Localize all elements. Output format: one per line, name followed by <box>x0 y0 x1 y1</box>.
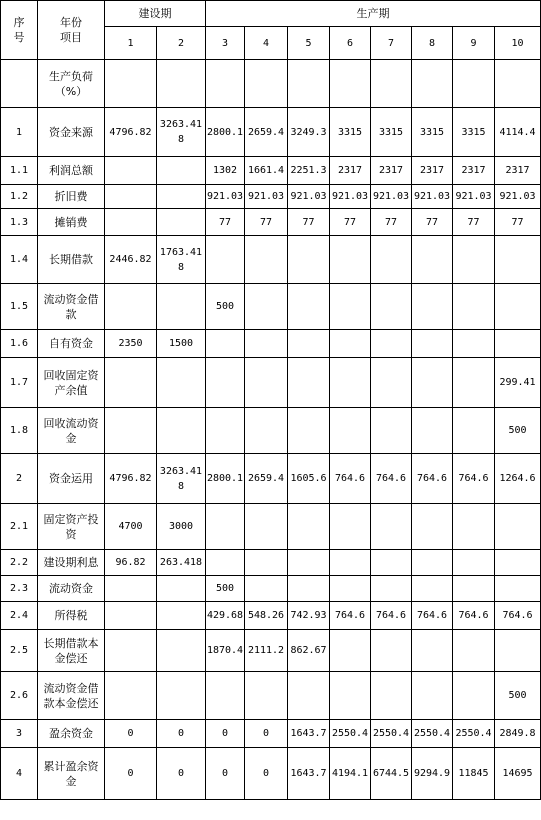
row-value: 2550.4 <box>330 720 371 748</box>
row-value: 764.6 <box>453 454 495 504</box>
row-value <box>105 672 157 720</box>
header-year-1: 1 <box>105 27 157 60</box>
row-value: 764.6 <box>412 602 453 630</box>
row-value <box>495 284 541 330</box>
row-value <box>453 60 495 108</box>
row-value <box>206 330 245 358</box>
row-value <box>105 209 157 236</box>
row-item: 固定资产投 资 <box>38 504 105 550</box>
row-value <box>495 630 541 672</box>
row-seq: 1.7 <box>1 358 38 408</box>
row-value <box>371 330 412 358</box>
row-value <box>206 60 245 108</box>
row-value: 2317 <box>453 157 495 185</box>
header-year-4: 4 <box>245 27 288 60</box>
row-value <box>412 330 453 358</box>
table-row <box>1 672 541 720</box>
row-value: 2659.4 <box>245 108 288 157</box>
row-item: 资金运用 <box>38 454 105 504</box>
row-value: 2317 <box>495 157 541 185</box>
row-value: 429.68 <box>206 602 245 630</box>
row-value: 77 <box>453 209 495 236</box>
row-seq: 1.2 <box>1 185 38 209</box>
row-value <box>495 550 541 576</box>
row-value <box>105 408 157 454</box>
row-value <box>330 358 371 408</box>
row-value: 921.03 <box>371 185 412 209</box>
row-value: 6744.5 <box>371 748 412 800</box>
row-value <box>330 576 371 602</box>
row-value: 2550.4 <box>453 720 495 748</box>
header-year-5: 5 <box>288 27 330 60</box>
row-value <box>245 408 288 454</box>
table-row <box>1 408 541 454</box>
row-value: 921.03 <box>206 185 245 209</box>
row-value <box>371 358 412 408</box>
row-item: 资金来源 <box>38 108 105 157</box>
row-value: 77 <box>330 209 371 236</box>
row-value <box>412 630 453 672</box>
row-value <box>495 60 541 108</box>
row-value <box>371 60 412 108</box>
table-row <box>1 185 541 209</box>
table-row <box>1 60 541 108</box>
row-value <box>495 504 541 550</box>
row-value: 0 <box>245 748 288 800</box>
row-value: 4194.1 <box>330 748 371 800</box>
row-value: 77 <box>495 209 541 236</box>
row-value <box>245 358 288 408</box>
row-value: 764.6 <box>330 454 371 504</box>
table-row <box>1 748 541 800</box>
row-value <box>157 630 206 672</box>
table-row <box>1 284 541 330</box>
row-seq: 2.2 <box>1 550 38 576</box>
row-item: 自有资金 <box>38 330 105 358</box>
table-row <box>1 454 541 504</box>
row-value: 77 <box>371 209 412 236</box>
row-value <box>330 236 371 284</box>
row-value: 4114.4 <box>495 108 541 157</box>
row-value <box>206 550 245 576</box>
row-item: 生产负荷 （%） <box>38 60 105 108</box>
row-value: 3315 <box>453 108 495 157</box>
header-production-period: 生产期 <box>206 1 541 27</box>
row-value <box>453 284 495 330</box>
row-value: 921.03 <box>495 185 541 209</box>
row-value <box>288 60 330 108</box>
row-value <box>453 504 495 550</box>
row-value <box>245 236 288 284</box>
row-value <box>105 185 157 209</box>
row-value <box>330 60 371 108</box>
row-value <box>453 236 495 284</box>
row-value <box>495 236 541 284</box>
table-row <box>1 550 541 576</box>
row-value <box>330 504 371 550</box>
row-value <box>206 504 245 550</box>
row-value <box>157 602 206 630</box>
row-value <box>288 236 330 284</box>
row-value <box>157 157 206 185</box>
header-year-9: 9 <box>453 27 495 60</box>
row-value: 1661.4 <box>245 157 288 185</box>
row-value: 764.6 <box>330 602 371 630</box>
row-value: 77 <box>412 209 453 236</box>
row-value: 9294.9 <box>412 748 453 800</box>
row-value <box>245 284 288 330</box>
row-value <box>245 576 288 602</box>
row-seq <box>1 60 38 108</box>
table-row <box>1 602 541 630</box>
row-value <box>105 602 157 630</box>
row-value <box>371 576 412 602</box>
row-seq: 2.1 <box>1 504 38 550</box>
row-value: 299.41 <box>495 358 541 408</box>
row-value <box>206 358 245 408</box>
row-value <box>157 408 206 454</box>
row-value <box>412 60 453 108</box>
row-seq: 2.6 <box>1 672 38 720</box>
row-value: 921.03 <box>288 185 330 209</box>
row-value <box>157 672 206 720</box>
row-value: 2800.1 <box>206 108 245 157</box>
row-value: 764.6 <box>453 602 495 630</box>
table-row <box>1 108 541 157</box>
header-year-2: 2 <box>157 27 206 60</box>
row-value: 77 <box>288 209 330 236</box>
table-row <box>1 630 541 672</box>
row-value: 3315 <box>371 108 412 157</box>
row-value <box>412 408 453 454</box>
row-value <box>330 550 371 576</box>
row-value: 1763.418 <box>157 236 206 284</box>
row-value: 500 <box>495 408 541 454</box>
row-item: 长期借款 <box>38 236 105 284</box>
row-value: 1500 <box>157 330 206 358</box>
row-value <box>157 576 206 602</box>
row-value: 1605.6 <box>288 454 330 504</box>
row-value <box>453 630 495 672</box>
row-value <box>157 358 206 408</box>
row-value: 921.03 <box>412 185 453 209</box>
row-value <box>371 284 412 330</box>
row-value <box>371 672 412 720</box>
table-row <box>1 720 541 748</box>
row-value <box>105 630 157 672</box>
header-year-10: 10 <box>495 27 541 60</box>
row-seq: 1.1 <box>1 157 38 185</box>
row-value <box>412 550 453 576</box>
row-value <box>105 358 157 408</box>
row-value: 4796.82 <box>105 454 157 504</box>
row-value: 2111.2 <box>245 630 288 672</box>
row-value: 2550.4 <box>371 720 412 748</box>
row-seq: 2.4 <box>1 602 38 630</box>
table-row <box>1 358 541 408</box>
row-value <box>453 672 495 720</box>
table-row <box>1 236 541 284</box>
row-item: 长期借款本 金偿还 <box>38 630 105 672</box>
row-value <box>157 284 206 330</box>
row-value <box>245 504 288 550</box>
row-seq: 1.3 <box>1 209 38 236</box>
row-value: 4796.82 <box>105 108 157 157</box>
row-value <box>453 358 495 408</box>
row-value <box>412 672 453 720</box>
table-row <box>1 209 541 236</box>
row-seq: 2.3 <box>1 576 38 602</box>
row-value <box>371 630 412 672</box>
row-value <box>288 284 330 330</box>
row-value: 921.03 <box>330 185 371 209</box>
row-value: 3315 <box>412 108 453 157</box>
row-value: 764.6 <box>371 602 412 630</box>
row-value <box>157 60 206 108</box>
row-item: 累计盈余资 金 <box>38 748 105 800</box>
row-value: 0 <box>206 720 245 748</box>
row-value: 4700 <box>105 504 157 550</box>
row-value <box>495 576 541 602</box>
row-value <box>105 284 157 330</box>
row-value <box>288 408 330 454</box>
row-value: 0 <box>105 748 157 800</box>
row-value <box>453 576 495 602</box>
row-value <box>288 330 330 358</box>
row-item: 流动资金 <box>38 576 105 602</box>
row-item: 流动资金借 款本金偿还 <box>38 672 105 720</box>
row-value <box>245 550 288 576</box>
row-value <box>206 408 245 454</box>
row-value <box>157 185 206 209</box>
row-value: 1643.7 <box>288 748 330 800</box>
row-value <box>371 504 412 550</box>
row-value <box>105 60 157 108</box>
row-value <box>495 330 541 358</box>
row-value <box>288 576 330 602</box>
row-value: 921.03 <box>245 185 288 209</box>
row-value <box>371 550 412 576</box>
row-value <box>157 209 206 236</box>
row-item: 盈余资金 <box>38 720 105 748</box>
row-seq: 1.5 <box>1 284 38 330</box>
table-row <box>1 504 541 550</box>
row-item: 回收固定资 产余值 <box>38 358 105 408</box>
row-value: 77 <box>206 209 245 236</box>
row-value: 14695 <box>495 748 541 800</box>
row-value <box>371 236 412 284</box>
row-value <box>412 358 453 408</box>
row-value <box>206 672 245 720</box>
row-value <box>105 576 157 602</box>
row-value: 0 <box>206 748 245 800</box>
row-value: 764.6 <box>412 454 453 504</box>
row-value <box>330 408 371 454</box>
row-value: 2317 <box>330 157 371 185</box>
header-item: 年份 项目 <box>38 1 105 60</box>
row-value: 1264.6 <box>495 454 541 504</box>
row-value <box>412 576 453 602</box>
row-seq: 2.5 <box>1 630 38 672</box>
table-row <box>1 330 541 358</box>
row-seq: 1 <box>1 108 38 157</box>
row-seq: 1.4 <box>1 236 38 284</box>
row-value: 921.03 <box>453 185 495 209</box>
row-item: 利润总额 <box>38 157 105 185</box>
row-value: 3263.418 <box>157 454 206 504</box>
row-item: 回收流动资 金 <box>38 408 105 454</box>
row-value: 500 <box>495 672 541 720</box>
header-year-6: 6 <box>330 27 371 60</box>
row-value: 3000 <box>157 504 206 550</box>
row-value: 742.93 <box>288 602 330 630</box>
row-value <box>330 330 371 358</box>
row-item: 所得税 <box>38 602 105 630</box>
row-value <box>453 330 495 358</box>
row-value: 0 <box>157 748 206 800</box>
header-seq: 序 号 <box>1 1 38 60</box>
row-value: 764.6 <box>371 454 412 504</box>
header-year-3: 3 <box>206 27 245 60</box>
row-value: 2350 <box>105 330 157 358</box>
table-row <box>1 576 541 602</box>
row-value: 1643.7 <box>288 720 330 748</box>
header-year-8: 8 <box>412 27 453 60</box>
row-value <box>206 236 245 284</box>
row-seq: 1.8 <box>1 408 38 454</box>
row-value: 0 <box>157 720 206 748</box>
row-value: 0 <box>105 720 157 748</box>
row-value: 548.26 <box>245 602 288 630</box>
row-value <box>330 284 371 330</box>
row-value <box>371 408 412 454</box>
row-value <box>330 630 371 672</box>
row-value <box>288 504 330 550</box>
row-item: 折旧费 <box>38 185 105 209</box>
row-value: 2849.8 <box>495 720 541 748</box>
row-value: 2659.4 <box>245 454 288 504</box>
row-value: 3249.3 <box>288 108 330 157</box>
row-value <box>453 408 495 454</box>
row-value <box>330 672 371 720</box>
row-value <box>412 236 453 284</box>
row-value: 96.82 <box>105 550 157 576</box>
header-construction-period: 建设期 <box>105 1 206 27</box>
row-value <box>288 550 330 576</box>
row-value: 2550.4 <box>412 720 453 748</box>
row-seq: 2 <box>1 454 38 504</box>
row-value <box>288 672 330 720</box>
row-value: 0 <box>245 720 288 748</box>
row-value: 3263.418 <box>157 108 206 157</box>
header-year-7: 7 <box>371 27 412 60</box>
row-value: 11845 <box>453 748 495 800</box>
row-value: 2317 <box>412 157 453 185</box>
row-item: 摊销费 <box>38 209 105 236</box>
row-value: 2251.3 <box>288 157 330 185</box>
row-value <box>105 157 157 185</box>
row-value <box>412 284 453 330</box>
row-value: 2800.1 <box>206 454 245 504</box>
row-value <box>412 504 453 550</box>
row-value: 764.6 <box>495 602 541 630</box>
table-row <box>1 157 541 185</box>
row-seq: 4 <box>1 748 38 800</box>
row-value <box>288 358 330 408</box>
row-item: 建设期利息 <box>38 550 105 576</box>
row-value <box>245 330 288 358</box>
row-seq: 1.6 <box>1 330 38 358</box>
row-value: 77 <box>245 209 288 236</box>
row-value: 3315 <box>330 108 371 157</box>
row-value: 500 <box>206 284 245 330</box>
row-item: 流动资金借 款 <box>38 284 105 330</box>
row-value: 500 <box>206 576 245 602</box>
row-value: 1302 <box>206 157 245 185</box>
row-value: 263.418 <box>157 550 206 576</box>
row-value: 2446.82 <box>105 236 157 284</box>
row-value: 1870.4 <box>206 630 245 672</box>
row-value <box>245 672 288 720</box>
row-value: 2317 <box>371 157 412 185</box>
row-seq: 3 <box>1 720 38 748</box>
row-value <box>245 60 288 108</box>
row-value: 862.67 <box>288 630 330 672</box>
row-value <box>453 550 495 576</box>
